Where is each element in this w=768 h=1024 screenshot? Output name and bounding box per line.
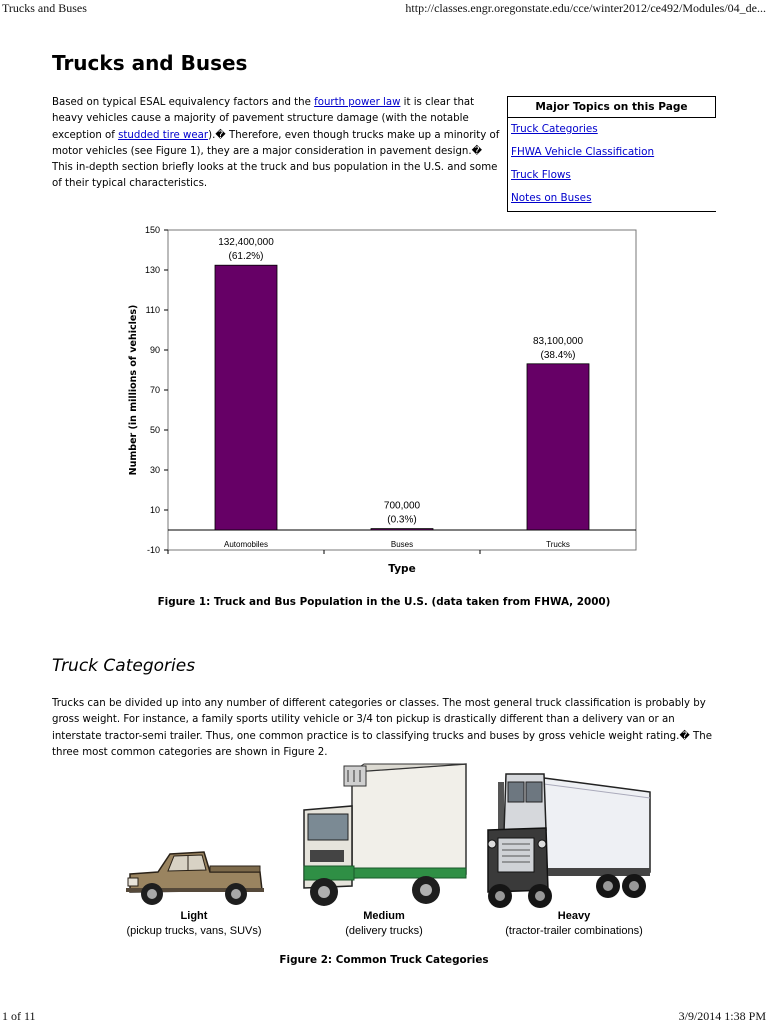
y-tick-label: 90 bbox=[149, 345, 160, 355]
topic-link-truck-categories[interactable]: Truck Categories bbox=[511, 123, 598, 135]
figure-2-caption: Figure 2: Common Truck Categories bbox=[279, 954, 489, 966]
intro-text-1: Based on typical ESAL equivalency factors and the bbox=[52, 97, 315, 108]
data-label-percent: (38.4%) bbox=[540, 349, 576, 361]
major-topics-box bbox=[507, 96, 716, 212]
population-bar-chart bbox=[118, 222, 648, 582]
data-label-count: 132,400,000 bbox=[218, 237, 274, 249]
light-truck-label bbox=[94, 909, 294, 939]
data-label-count: 700,000 bbox=[383, 500, 421, 512]
light-truck-name: Light bbox=[180, 910, 208, 922]
intro-text-3: ).� Therefore, even though trucks make up a minority of motor vehicles (see Figure 1), they are a major consideration in pavement design.� This in-depth section briefly looks at the truck and bus population in the U.S. and some of their typical characteristics. bbox=[52, 129, 500, 190]
medium-truck-illustration bbox=[300, 762, 470, 910]
data-label-percent: (61.2%) bbox=[228, 251, 264, 263]
fourth-power-law-link[interactable]: fourth power law bbox=[314, 97, 401, 108]
bar-automobiles bbox=[215, 265, 277, 530]
page-title: Trucks and Buses bbox=[52, 51, 248, 75]
heavy-truck-illustration bbox=[484, 772, 654, 910]
y-tick-label: 70 bbox=[149, 385, 160, 395]
y-tick-label: 130 bbox=[144, 265, 160, 275]
topic-item bbox=[508, 141, 716, 164]
data-label-percent: (0.3%) bbox=[387, 514, 417, 526]
y-tick-label: 50 bbox=[149, 425, 160, 435]
bar-buses bbox=[371, 529, 433, 530]
figure-1-caption: Figure 1: Truck and Bus Population in the U.S. (data taken from FHWA, 2000) bbox=[157, 596, 611, 608]
intro-text-2: it is clear that heavy vehicles cause a majority of pavement structure damage (with the notable exception of bbox=[52, 97, 475, 141]
medium-truck-desc: (delivery trucks) bbox=[345, 925, 423, 937]
topic-item bbox=[508, 187, 716, 210]
heavy-truck-label bbox=[474, 909, 674, 939]
y-tick-label: 30 bbox=[149, 465, 160, 475]
major-topics-list bbox=[508, 118, 716, 210]
y-axis-label: Number (in millions of vehicles) bbox=[128, 304, 139, 476]
topic-link-truck-flows[interactable]: Truck Flows bbox=[511, 169, 571, 181]
medium-truck-name: Medium bbox=[363, 910, 405, 922]
x-category-label: Trucks bbox=[546, 540, 570, 549]
topic-link-fhwa-classification[interactable]: FHWA Vehicle Classification bbox=[511, 146, 655, 158]
y-tick-label: -10 bbox=[146, 545, 160, 555]
x-axis-label: Type bbox=[388, 563, 416, 575]
topic-link-notes-on-buses[interactable]: Notes on Buses bbox=[511, 192, 592, 204]
y-tick-label: 150 bbox=[144, 225, 160, 235]
heavy-truck-desc: (tractor-trailer combinations) bbox=[505, 925, 643, 937]
studded-tire-wear-link[interactable]: studded tire wear bbox=[118, 129, 209, 141]
print-footer-datetime: 3/9/2014 1:38 PM bbox=[678, 1009, 766, 1023]
bar-trucks bbox=[527, 364, 589, 530]
data-label-count: 83,100,000 bbox=[532, 335, 584, 347]
x-category-label: Automobiles bbox=[223, 540, 269, 549]
major-topics-heading: Major Topics on this Page bbox=[508, 96, 716, 118]
topic-item bbox=[508, 164, 716, 187]
intro-paragraph bbox=[52, 95, 502, 193]
print-header-url: http://classes.engr.oregonstate.edu/cce/winter2012/ce492/Modules/04_de... bbox=[405, 1, 766, 15]
y-tick-label: 10 bbox=[149, 505, 160, 515]
truck-categories-paragraph: Trucks can be divided up into any number of different categories or classes. The most general truck classification is probably by gross weight. For instance, a family sports utility vehicle or 3/4 ton pickup is drastically different than a delivery van or an interstate tractor-semi trailer. Thus, one common practice is to classifying trucks and buses by gross vehicle weight rating.� The three most common categories are shown in Figure 2. bbox=[52, 698, 712, 758]
light-truck-desc: (pickup trucks, vans, SUVs) bbox=[126, 925, 262, 937]
y-tick-label: 110 bbox=[145, 305, 160, 315]
x-category-label: Buses bbox=[390, 540, 414, 549]
truck-categories-heading: Truck Categories bbox=[52, 656, 196, 676]
topic-item bbox=[508, 118, 716, 141]
light-truck-illustration bbox=[124, 838, 266, 910]
medium-truck-label bbox=[284, 909, 484, 939]
print-footer-page: 1 of 11 bbox=[2, 1009, 36, 1023]
print-header-title: Trucks and Buses bbox=[2, 1, 87, 15]
heavy-truck-name: Heavy bbox=[557, 910, 591, 922]
